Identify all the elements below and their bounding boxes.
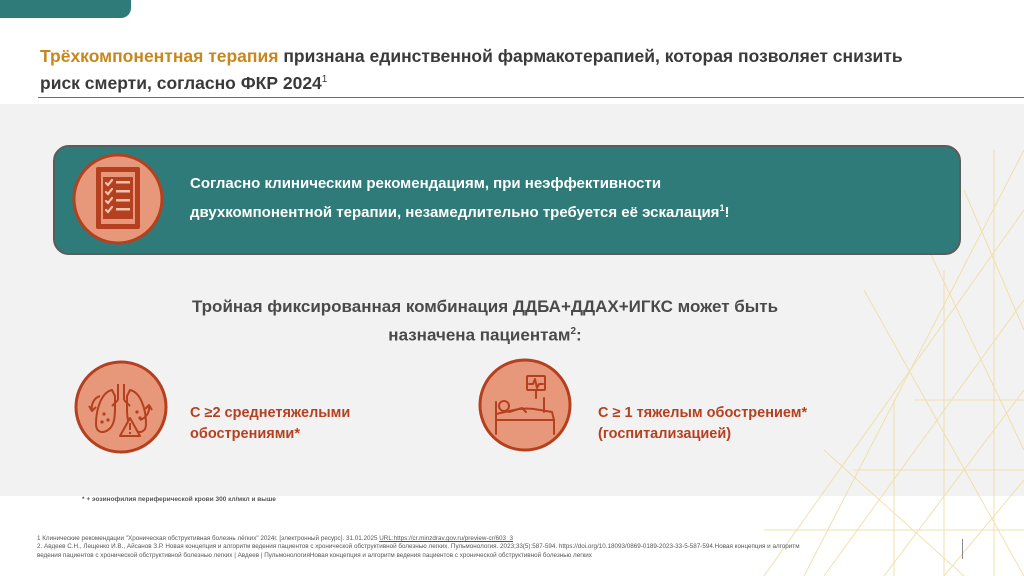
callout-line-2-end: ! [724,204,730,221]
callout-line-2-text: двухкомпонентной терапии, незамедлительно требуется её эскалация [190,204,720,221]
callout-line-1: Согласно клиническим рекомендациям, при неэффективности [190,175,662,192]
title-rest: признана единственной фармакотерапией, которая позволяет снизить риск смерти, согласно ФКР 2024 [40,46,903,93]
callout-footnote-ref: 1 [719,203,725,213]
reference-1-link[interactable]: URL:https://cr.minzdrav.gov.ru/preview-cr/603_3 [379,535,514,542]
section-footnote-ref: 2 [570,326,577,337]
section-heading [0,294,970,348]
reference-1-text: 1 Клинические рекомендации "Хроническая обструктивная болезнь лёгких" 2024г. [электронный ресурс]. 31.01.2025 [37,535,380,542]
corner-tab [0,0,131,18]
lungs-icon [74,360,168,454]
criterion-2-line-1: С ≥ 1 тяжелым обострением* [598,405,808,421]
section-heading-line-2-text: назначена пациентам [388,325,571,345]
criterion-1-line-1: С ≥2 среднетяжелыми [190,405,351,421]
page-title [40,45,940,95]
section-heading-line-2-end: : [576,325,582,345]
title-highlight: Трёхкомпонентная терапия [40,46,279,66]
eosinophilia-footnote: * + эозинофилия периферической крови 300 кл/мкл и выше [82,496,276,503]
criterion-2-line-2: (госпитализацией) [598,426,732,442]
section-heading-line-2 [0,319,970,348]
references [37,535,942,560]
reference-2-line-2: ведения пациентов с хронической обструктивной болезнью легких | Авдеев | ПульмонологияНовая концепция и алгоритм ведения пациентов с хронической обструктивной болезнью легких [37,551,592,559]
footer-divider [962,539,963,559]
callout-text [190,172,910,225]
section-heading-line-1: Тройная фиксированная комбинация ДДБА+ДДАХ+ИГКС может быть [191,297,779,316]
criterion-moderate-exacerbations [190,403,350,445]
checklist-icon [72,153,164,245]
hospital-bed-icon [478,358,572,452]
reference-2-line-1: 2. Авдеев С.Н., Лещенко И.В., Айсанов З.Р. Новая концепция и алгоритм ведения пациентов с хронической обструктивной болезнью легких. Пульмонология. 2023;33(5):587-594. https://doi.org/10.18093/0869-0189-2023-33-5-587-594.Новая концепция и алгоритм [37,543,800,551]
callout-line-2 [190,196,910,225]
title-footnote-ref: 1 [321,74,328,85]
criterion-severe-exacerbation [598,403,807,445]
title-divider [38,97,1024,98]
criterion-1-line-2: обострениями* [190,426,300,442]
